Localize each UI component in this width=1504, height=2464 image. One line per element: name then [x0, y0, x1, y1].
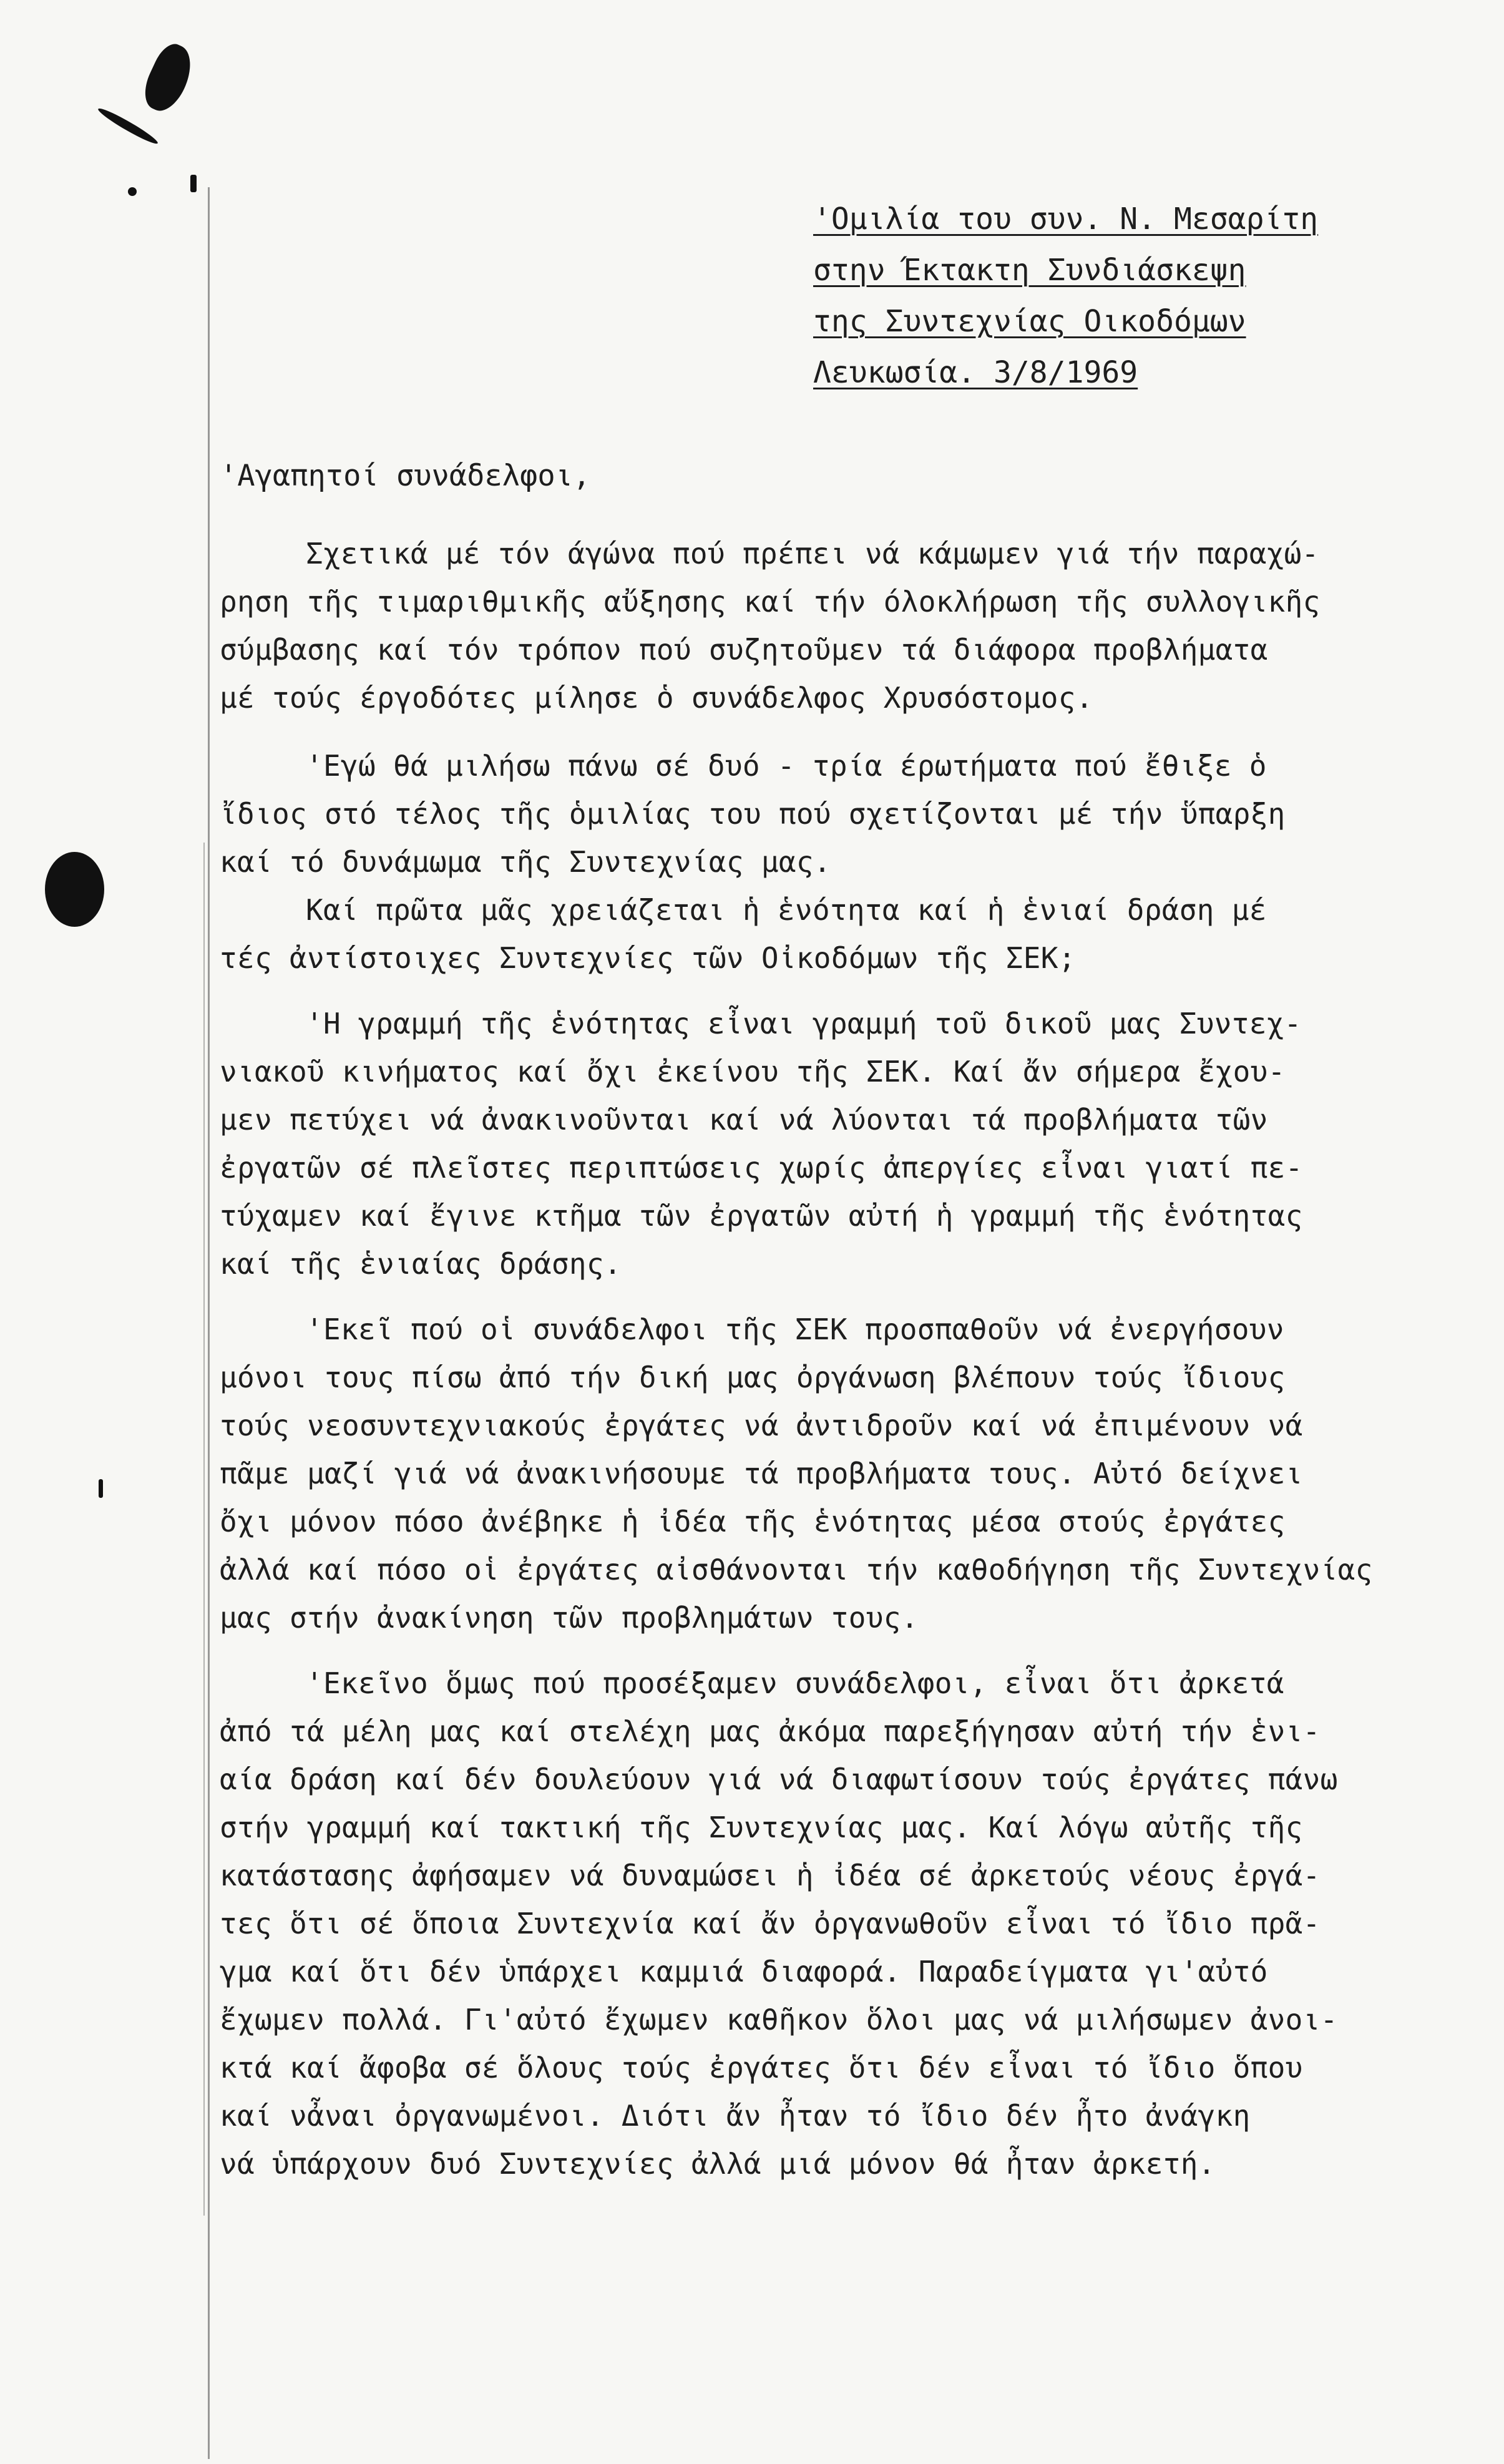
body-line: τες ὅτι σέ ὅποια Συντεχνία καί ἄν ὀργανωθοῦν εἶναι τό ἴδιο πρᾶ-	[220, 1907, 1321, 1940]
heading-line: στην Έκτακτη Συνδιάσκεψη	[813, 253, 1246, 288]
body-line: κτά καί ἄφοβα σέ ὅλους τούς ἐργάτες ὅτι δέν εἶναι τό ἴδιο ὅπου	[220, 2051, 1303, 2085]
body-line: 'Εκεῖ πού οἱ συνάδελφοι τῆς ΣΕΚ προσπαθοῦν νά ἐνεργήσουν	[306, 1313, 1284, 1346]
ink-dot	[128, 187, 137, 196]
body-line: Σχετικά μέ τόν άγώνα πού πρέπει νά κάμωμεν γιά τήν παραχώ-	[306, 537, 1319, 570]
body-line: μεν πετύχει νά ἀνακινοῦνται καί νά λύονται τά προβλήματα τῶν	[220, 1103, 1268, 1137]
ink-dot	[190, 175, 197, 192]
body-line: αία δράση καί δέν δουλεύουν γιά νά διαφωτίσουν τούς ἐργάτες πάνω	[220, 1762, 1338, 1796]
ink-mark	[137, 39, 200, 117]
body-line: μας στήν ἀνακίνηση τῶν προβλημάτων τους.	[220, 1601, 919, 1635]
body-line: νιακοῦ κινήματος καί ὄχι ἐκείνου τῆς ΣΕΚ. Καί ἄν σήμερα ἔχου-	[220, 1055, 1286, 1088]
body-line: Καί πρῶτα μᾶς χρειάζεται ἡ ἑνότητα καί ἡ ἑνιαί δράση μέ	[306, 893, 1267, 927]
body-line: 'Εγώ θά μιλήσω πάνω σέ δυό - τρία έρωτήματα πού ἔθιξε ὁ	[306, 749, 1267, 783]
body-line: τύχαμεν καί ἔγινε κτῆμα τῶν ἐργατῶν αὐτή ἡ γραμμή τῆς ἑνότητας	[220, 1199, 1303, 1233]
heading-line: Λευκωσία. 3/8/1969	[813, 355, 1138, 390]
body-line: ἴδιος στό τέλος τῆς ὁμιλίας του πού σχετίζονται μέ τήν ὕπαρξη	[220, 797, 1286, 831]
body-line: ἀλλά καί πόσο οἱ ἐργάτες αἰσθάνονται τήν καθοδήγηση τῆς Συντεχνίας	[220, 1553, 1373, 1586]
body-line: νά ὑπάρχουν δυό Συντεχνίες ἀλλά μιά μόνον θά ἦταν ἀρκετή.	[220, 2147, 1216, 2181]
body-line: ἔχωμεν πολλά. Γι'αὐτό ἔχωμεν καθῆκον ὅλοι μας νά μιλήσωμεν ἀνοι-	[220, 2003, 1338, 2036]
ink-mark	[96, 105, 160, 147]
body-line: ἐργατῶν σέ πλεῖστες περιπτώσεις χωρίς ἀπεργίες εἶναι γιατί πε-	[220, 1151, 1303, 1185]
body-line: γμα καί ὅτι δέν ὑπάρχει καμμιά διαφορά. Παραδείγματα γι'αὐτό	[220, 1955, 1268, 1988]
body-line: καί νἆναι ὀργανωμένοι. Διότι ἄν ἦταν τό ἴδιο δέν ἦτο ἀνάγκη	[220, 2099, 1251, 2133]
body-line: ρηση τῆς τιμαριθμικῆς αὔξησης καί τήν όλοκλήρωση τῆς συλλογικῆς	[220, 585, 1321, 618]
margin-rule-secondary	[203, 843, 205, 2216]
ink-blot	[45, 852, 104, 927]
body-line: 'Εκεῖνο ὅμως πού προσέξαμεν συνάδελφοι, εἶναι ὅτι ἀρκετά	[306, 1666, 1284, 1700]
body-line: τούς νεοσυντεχνιακούς ἐργάτες νά ἀντιδροῦν καί νά ἐπιμένουν νά	[220, 1409, 1303, 1442]
body-line: μέ τούς έργοδότες μίλησε ὁ συνάδελφος Χρυσόστομος.	[220, 681, 1093, 715]
body-line: τές ἀντίστοιχες Συντεχνίες τῶν Οἰκοδόμων τῆς ΣΕΚ;	[220, 941, 1076, 975]
ink-dot	[99, 1479, 103, 1498]
body-line: ὄχι μόνον πόσο ἀνέβηκε ἡ ἰδέα τῆς ἑνότητας μέσα στούς ἐργάτες	[220, 1505, 1286, 1538]
heading-line: της Συντεχνίας Οικοδόμων	[813, 304, 1246, 339]
heading-line: 'Ομιλία του συν. Ν. Μεσαρίτη	[813, 202, 1319, 237]
body-line: καί τῆς ἑνιαίας δράσης.	[220, 1247, 622, 1281]
body-line: κατάστασης ἀφήσαμεν νά δυναμώσει ἡ ἰδέα σέ ἀρκετούς νέους ἐργά-	[220, 1859, 1321, 1892]
body-line: στήν γραμμή καί τακτική τῆς Συντεχνίας μας. Καί λόγω αὐτῆς τῆς	[220, 1811, 1303, 1844]
body-line: 'Η γραμμή τῆς ἑνότητας εἶναι γραμμή τοῦ δικοῦ μας Συντεχ-	[306, 1007, 1302, 1040]
body-line: ἀπό τά μέλη μας καί στελέχη μας ἀκόμα παρεξήγησαν αὐτή τήν ἑνι-	[220, 1714, 1321, 1748]
margin-rule	[208, 187, 210, 2459]
body-line: σύμβασης καί τόν τρόπον πού συζητοῦμεν τά διάφορα προβλήματα	[220, 633, 1268, 667]
document-heading	[813, 193, 1437, 398]
salutation: 'Αγαπητοί συνάδελφοι,	[220, 459, 591, 493]
body-line: πᾶμε μαζί γιά νά ἀνακινήσουμε τά προβλήματα τους. Αὐτό δείχνει	[220, 1457, 1303, 1490]
body-line: καί τό δυνάμωμα τῆς Συντεχνίας μας.	[220, 845, 831, 879]
body-line: μόνοι τους πίσω ἀπό τήν δική μας ὀργάνωση βλέπουν τούς ἴδιους	[220, 1361, 1286, 1394]
